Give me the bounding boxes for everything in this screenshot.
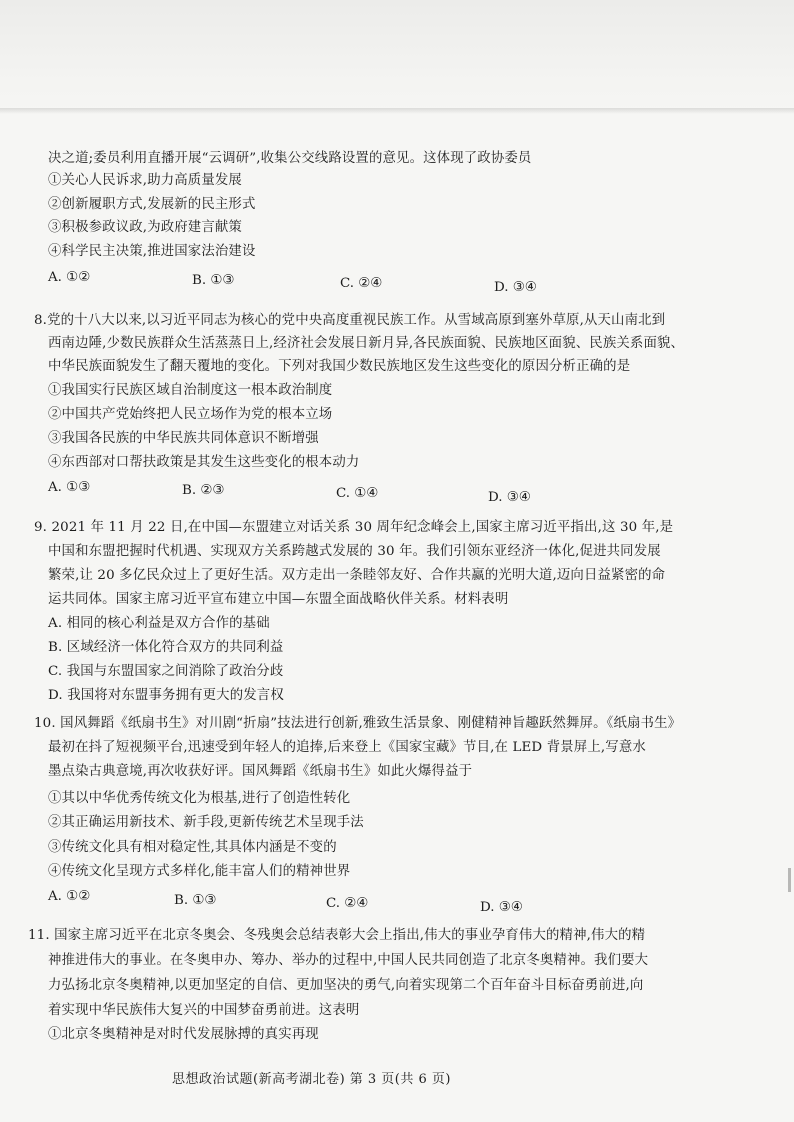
q10-option-c: C. ②④	[326, 896, 369, 911]
q11-stem-line-1: 11. 国家主席习近平在北京冬奥会、冬残奥会总结表彰大会上指出,伟大的事业孕育伟大的精神,伟大的精	[28, 928, 646, 943]
q8-option-d: D. ③④	[488, 490, 531, 505]
q9-option-c: C. 我国与东盟国家之间消除了政治分歧	[48, 664, 284, 679]
q9-stem-line-4: 运共同体。国家主席习近平宣布建立中国—东盟全面战略伙伴关系。材料表明	[48, 592, 509, 607]
q8-option-b: B. ②③	[182, 483, 225, 498]
q8-option-c: C. ①④	[336, 486, 379, 501]
q7-option-d: D. ③④	[494, 280, 537, 295]
q10-item-2: ②其正确运用新技术、新手段,更新传统艺术呈现手法	[48, 815, 364, 830]
q10-item-3: ③传统文化具有相对稳定性,其具体内涵是不变的	[48, 840, 337, 855]
q8-option-a: A. ①③	[48, 480, 91, 495]
q10-option-d: D. ③④	[480, 900, 523, 915]
q8-item-3: ③我国各民族的中华民族共同体意识不断增强	[48, 431, 319, 446]
q10-stem-line-1: 10. 国风舞蹈《纸扇书生》对川剧“折扇”技法进行创新,雅致生活景象、刚健精神旨趣跃然舞屏。《纸扇书生》	[34, 716, 682, 731]
q9-option-a: A. 相同的核心利益是双方合作的基础	[48, 616, 270, 631]
q9-stem-line-3: 繁荣,让 20 多亿民众过上了更好生活。双方走出一条睦邻友好、合作共赢的光明大道,迈向日益紧密的命	[48, 568, 666, 583]
q7-option-c: C. ②④	[340, 276, 383, 291]
q7-item-4: ④科学民主决策,推进国家法治建设	[48, 244, 256, 259]
q9-option-d: D. 我国将对东盟事务拥有更大的发言权	[48, 688, 284, 703]
q7-stem-line: 决之道;委员利用直播开展“云调研”,收集公交线路设置的意见。这体现了政协委员	[48, 151, 532, 166]
q8-stem-line-3: 中华民族面貌发生了翻天覆地的变化。下列对我国少数民族地区发生这些变化的原因分析正确的是	[48, 359, 631, 374]
q7-item-2: ②创新履职方式,发展新的民主形式	[48, 197, 256, 212]
q10-item-1: ①其以中华优秀传统文化为根基,进行了创造性转化	[48, 791, 351, 806]
q11-stem-line-2: 神推进伟大的事业。在冬奥申办、筹办、举办的过程中,中国人民共同创造了北京冬奥精神。我们要大	[48, 953, 649, 968]
q7-option-a: A. ①②	[48, 270, 91, 285]
page-footer: 思想政治试题(新高考湖北卷) 第 3 页(共 6 页)	[172, 1072, 451, 1087]
q10-option-a: A. ①②	[48, 889, 91, 904]
q10-stem-line-3: 墨点染古典意境,再次收获好评。国风舞蹈《纸扇书生》如此火爆得益于	[48, 764, 473, 779]
q8-item-1: ①我国实行民族区域自治制度这一根本政治制度	[48, 383, 333, 398]
q9-stem-line-1: 9. 2021 年 11 月 22 日,在中国—东盟建立对话关系 30 周年纪念峰会上,国家主席习近平指出,这 30 年,是	[34, 520, 674, 535]
q9-stem-line-2: 中国和东盟把握时代机遇、实现双方关系跨越式发展的 30 年。我们引领东亚经济一体化,促进共同发展	[48, 544, 661, 559]
q7-option-b: B. ①③	[192, 273, 235, 288]
q11-item-1: ①北京冬奥精神是对时代发展脉搏的真实再现	[48, 1027, 319, 1042]
q7-item-1: ①关心人民诉求,助力高质量发展	[48, 173, 242, 188]
q10-option-b: B. ①③	[174, 893, 217, 908]
q7-item-3: ③积极参政议政,为政府建言献策	[48, 220, 242, 235]
q10-item-4: ④传统文化呈现方式多样化,能丰富人们的精神世界	[48, 864, 351, 879]
q8-stem-line-2: 西南边陲,少数民族群众生活蒸蒸日上,经济社会发展日新月异,各民族面貌、民族地区面貌、民族关系面貌、	[48, 336, 685, 351]
q8-stem-line-1: 8.党的十八大以来,以习近平同志为核心的党中央高度重视民族工作。从雪域高原到塞外草原,从天山南北到	[34, 313, 666, 328]
q8-item-2: ②中国共产党始终把人民立场作为党的根本立场	[48, 407, 333, 422]
q8-item-4: ④东西部对口帮扶政策是其发生这些变化的根本动力	[48, 455, 360, 470]
q9-option-b: B. 区域经济一体化符合双方的共同利益	[48, 640, 284, 655]
q11-stem-line-3: 力弘扬北京冬奥精神,以更加坚定的自信、更加坚决的勇气,向着实现第二个百年奋斗目标奋勇前进,向	[48, 978, 644, 993]
q11-stem-line-4: 着实现中华民族伟大复兴的中国梦奋勇前进。这表明	[48, 1003, 360, 1018]
q10-stem-line-2: 最初在抖了短视频平台,迅速受到年轻人的追捧,后来登上《国家宝藏》节目,在 LED 背景屏上,写意水	[48, 740, 646, 755]
